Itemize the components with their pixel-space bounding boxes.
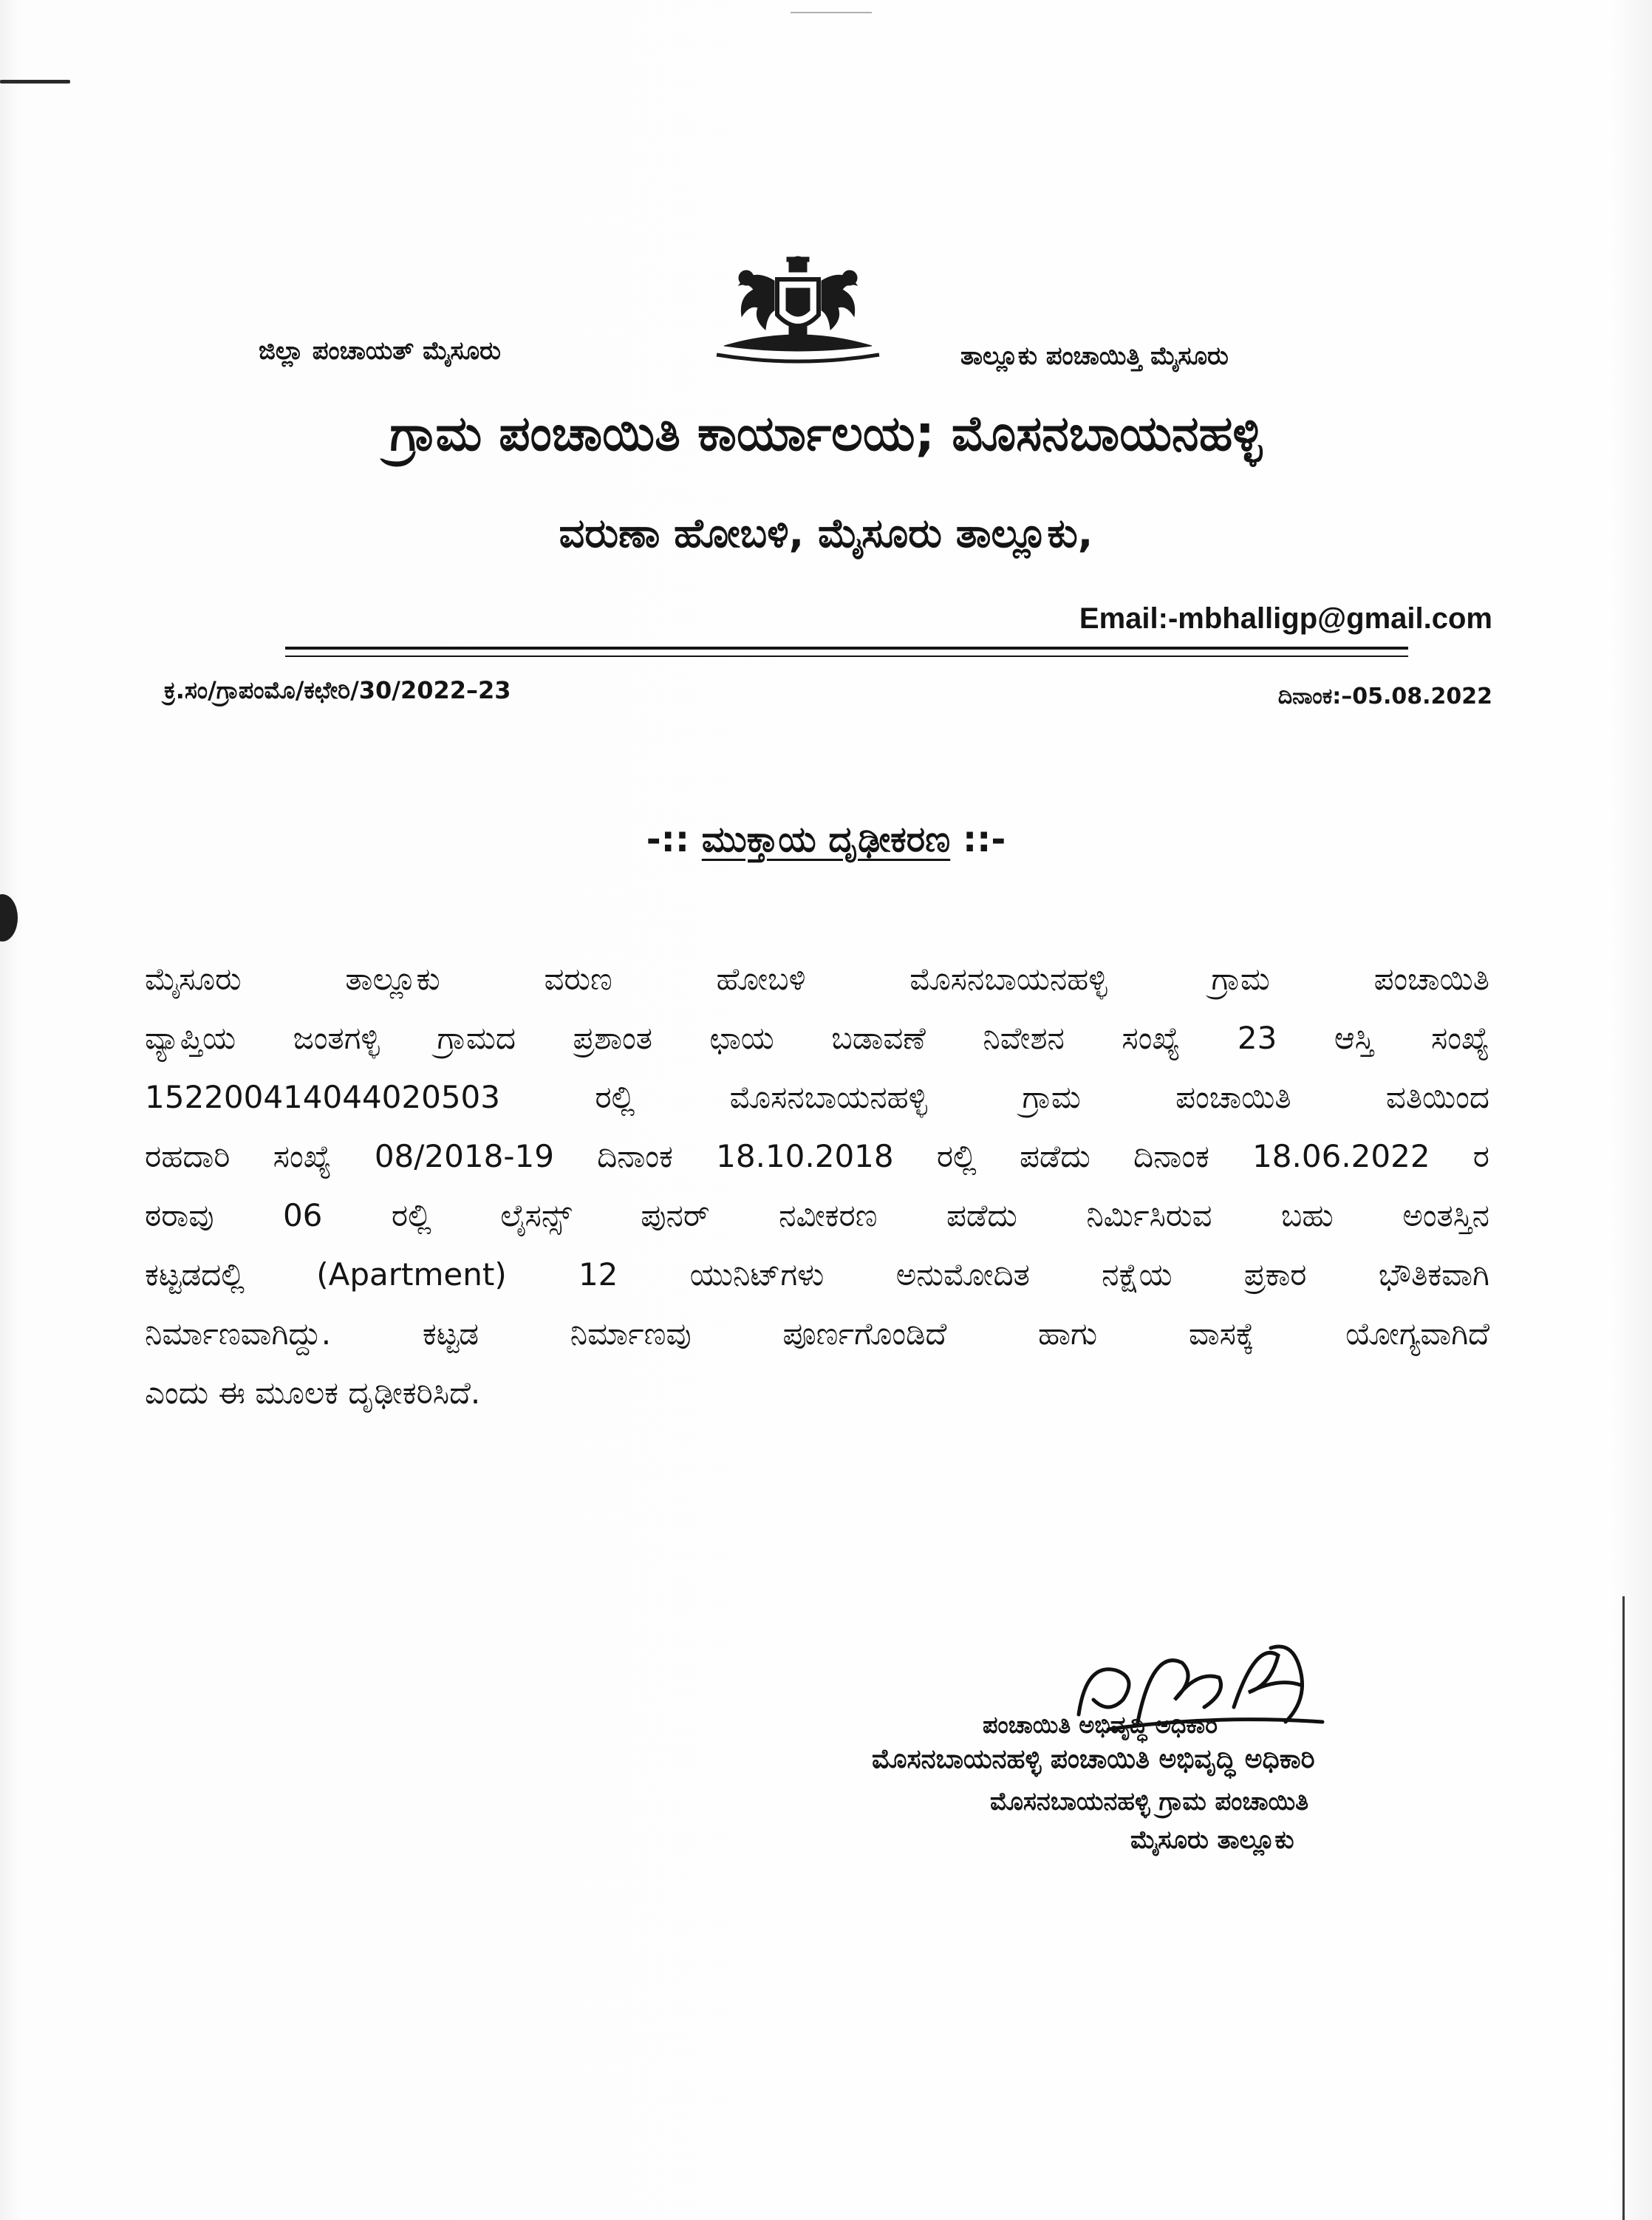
body-line: ವ್ಯಾಪ್ತಿಯ ಜಂತಗಳ್ಳಿ ಗ್ರಾಮದ ಪ್ರಶಾಂತ ಛಾಯ ಬಡಾವಣೆ ನಿವೇಶನ ಸಂಖ್ಯೆ 23 ಆಸ್ತಿ ಸಂಖ್ಯೆ xyxy=(145,1020,1489,1056)
subject-suffix: ::- xyxy=(962,819,1006,860)
body-line: 152200414044020503 ರಲ್ಲಿ ಮೊಸನಬಾಯನಹಳ್ಳಿ ಗ್ರಾಮ ಪಂಚಾಯಿತಿ ವತಿಯಿಂದ xyxy=(145,1079,1489,1115)
scan-artifact xyxy=(791,12,872,13)
signatory-taluk: ಮೈಸೂರು ತಾಲ್ಲೂಕು xyxy=(1130,1825,1294,1855)
punch-hole xyxy=(0,894,18,942)
office-email: Email:-mbhalligp@gmail.com xyxy=(1079,602,1492,635)
karnataka-emblem-icon xyxy=(709,251,887,370)
signatory-panchayat: ಮೊಸನಬಾಯನಹಳ್ಳಿ ಗ್ರಾಮ ಪಂಚಾಯಿತಿ xyxy=(990,1787,1309,1816)
subject-title: ಮುಕ್ತಾಯ ದೃಢೀಕರಣ xyxy=(701,819,951,860)
body-line: ಕಟ್ಟಡದಲ್ಲಿ (Apartment) 12 ಯುನಿಟ್‌ಗಳು ಅನುಮೋದಿತ ನಕ್ಷೆಯ ಪ್ರಕಾರ ಭೌತಿಕವಾಗಿ xyxy=(145,1256,1489,1293)
header-divider xyxy=(285,647,1408,650)
district-panchayat-label: ಜಿಲ್ಲಾ ಪಂಚಾಯತ್ ಮೈಸೂರು xyxy=(259,336,501,366)
body-line: ರಹದಾರಿ ಸಂಖ್ಯೆ 08/2018-19 ದಿನಾಂಕ 18.10.2018 ರಲ್ಲಿ ಪಡೆದು ದಿನಾಂಕ 18.06.2022 ರ xyxy=(145,1138,1489,1174)
office-subtitle: ವರುಣಾ ಹೋಬಳಿ, ಮೈಸೂರು ತಾಲ್ಲೂಕು, xyxy=(559,510,1093,556)
scan-artifact xyxy=(1622,1596,1625,2220)
signatory-stamp-line: ಮೊಸನಬಾಯನಹಳ್ಳಿ ಪಂಚಾಯಿತಿ ಅಭಿವೃದ್ಧಿ ಅಧಿಕಾರಿ xyxy=(872,1744,1315,1774)
header-divider xyxy=(285,656,1408,657)
reference-number: ಕ್ರ.ಸಂ/ಗ್ರಾಪಂಮೊ/ಕಛೇರಿ/30/2022–23 xyxy=(164,676,511,704)
letter-date: ದಿನಾಂಕ:–05.08.2022 xyxy=(1277,684,1492,709)
body-line: ಮೈಸೂರು ತಾಲ್ಲೂಕು ವರುಣ ಹೋಬಳಿ ಮೊಸನಬಾಯನಹಳ್ಳಿ ಗ್ರಾಮ ಪಂಚಾಯಿತಿ xyxy=(145,961,1489,997)
body-line: ಎಂದು ಈ ಮೂಲಕ ದೃಢೀಕರಿಸಿದೆ. xyxy=(145,1375,481,1411)
body-line: ನಿರ್ಮಾಣವಾಗಿದ್ದು. ಕಟ್ಟಡ ನಿರ್ಮಾಣವು ಪೂರ್ಣಗೊಂಡಿದೆ ಹಾಗು ವಾಸಕ್ಕೆ ಯೋಗ್ಯವಾಗಿದೆ xyxy=(145,1315,1489,1352)
subject-heading xyxy=(443,819,1209,861)
signatory-designation: ಪಂಚಾಯಿತಿ ಅಭಿವೃದ್ಧಿ ಅಧಿಕಾರಿ xyxy=(983,1711,1218,1739)
taluk-panchayat-label: ತಾಲ್ಲೂಕು ಪಂಚಾಯಿತ್ತಿ ಮೈಸೂರು xyxy=(960,341,1229,371)
subject-prefix: -:: xyxy=(646,819,690,860)
office-title: ಗ್ರಾಮ ಪಂಚಾಯಿತಿ ಕಾರ್ಯಾಲಯ; ಮೊಸನಬಾಯನಹಳ್ಳಿ xyxy=(389,405,1263,462)
body-line: ಠರಾವು 06 ರಲ್ಲಿ ಲೈಸನ್ಸ್ ಪುನರ್ ನವೀಕರಣ ಪಡೆದು ನಿರ್ಮಿಸಿರುವ ಬಹು ಅಂತಸ್ತಿನ xyxy=(145,1197,1489,1233)
scan-artifact xyxy=(0,80,70,84)
